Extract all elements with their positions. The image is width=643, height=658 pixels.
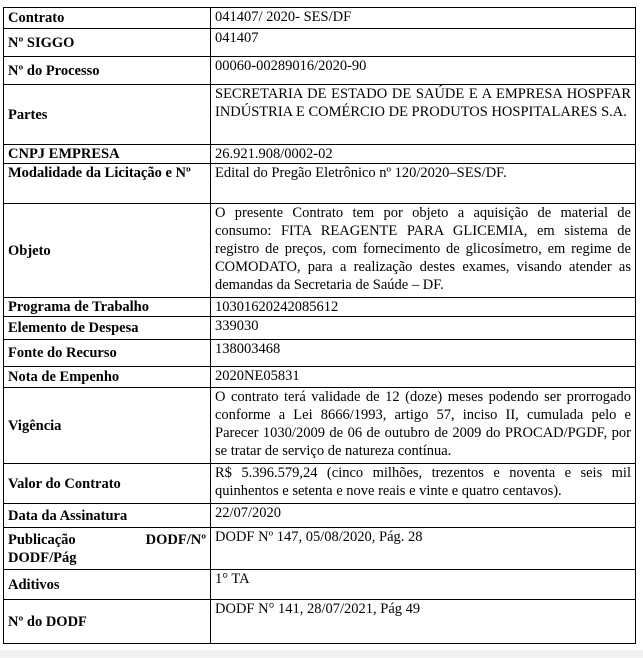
table-row [4, 340, 636, 367]
table-row [4, 317, 636, 340]
page-bottom-strip [0, 650, 643, 658]
table-row [4, 464, 636, 504]
row-label: Objeto [4, 204, 211, 298]
table-row [4, 85, 636, 145]
row-label: Programa de Trabalho [4, 298, 211, 317]
row-value: Edital do Pregão Eletrônico nº 120/2020–SES/DF. [211, 164, 636, 204]
table-row [4, 570, 636, 600]
row-value: DODF N° 141, 28/07/2021, Pág 49 [211, 600, 636, 644]
table-row [4, 298, 636, 317]
table-row [4, 600, 636, 644]
table-row [4, 145, 636, 164]
row-label [4, 528, 211, 570]
table-row [4, 528, 636, 570]
row-label-part: DODF/Nº [145, 531, 206, 548]
row-value: SECRETARIA DE ESTADO DE SAÚDE E A EMPRESA HOSPFAR INDÚSTRIA E COMÉRCIO DE PRODUTOS HOSPITALARES S.A. [211, 85, 636, 145]
row-label: Elemento de Despesa [4, 317, 211, 340]
row-value: O presente Contrato tem por objeto a aquisição de material de consumo: FITA REAGENTE PARA GLICEMIA, em sistema de registro de preços, com fornecimento de glicosímetro, em regime de COMODATO, para a realização destes exames, visando atender as demandas da Secretaria de Saúde – DF. [211, 204, 636, 298]
row-value: O contrato terá validade de 12 (doze) meses podendo ser prorrogado conforme a Lei 8666/1993, artigo 57, inciso II, cumulada pelo e Parecer 1030/2009 de 06 de outubro de 2009 do PROCAD/PGDF, por se tratar de serviço de natureza contínua. [211, 388, 636, 464]
row-label: Nº SIGGO [4, 29, 211, 57]
row-value: 041407 [211, 29, 636, 57]
table-row [4, 8, 636, 29]
row-label: Data da Assinatura [4, 504, 211, 528]
row-value: 2020NE05831 [211, 367, 636, 388]
row-value: 041407/ 2020- SES/DF [211, 8, 636, 29]
row-label: Fonte do Recurso [4, 340, 211, 367]
table-row [4, 204, 636, 298]
row-label: Contrato [4, 8, 211, 29]
row-label: Nota de Empenho [4, 367, 211, 388]
row-value: DODF Nº 147, 05/08/2020, Pág. 28 [211, 528, 636, 570]
row-value: 10301620242085612 [211, 298, 636, 317]
row-label-part: Publicação [8, 531, 76, 548]
row-label: Modalidade da Licitação e Nº [4, 164, 211, 204]
row-label: Valor do Contrato [4, 464, 211, 504]
row-label: Nº do Processo [4, 57, 211, 85]
table-row [4, 164, 636, 204]
row-value: 1° TA [211, 570, 636, 600]
row-value: 22/07/2020 [211, 504, 636, 528]
table-row [4, 388, 636, 464]
contract-table [3, 7, 636, 644]
row-label: Nº do DODF [4, 600, 211, 644]
table-row [4, 504, 636, 528]
row-value: 339030 [211, 317, 636, 340]
row-label: Partes [4, 85, 211, 145]
table-row [4, 29, 636, 57]
row-label: CNPJ EMPRESA [4, 145, 211, 164]
row-value: 00060-00289016/2020-90 [211, 57, 636, 85]
row-label: Aditivos [4, 570, 211, 600]
row-label-part: DODF/Pág [8, 549, 77, 566]
row-value: 26.921.908/0002-02 [211, 145, 636, 164]
table-row [4, 57, 636, 85]
table-row [4, 367, 636, 388]
row-value: 138003468 [211, 340, 636, 367]
row-label: Vigência [4, 388, 211, 464]
row-value: R$ 5.396.579,24 (cinco milhões, trezentos e noventa e seis mil quinhentos e setenta e nove reais e vinte e quatro centavos). [211, 464, 636, 504]
